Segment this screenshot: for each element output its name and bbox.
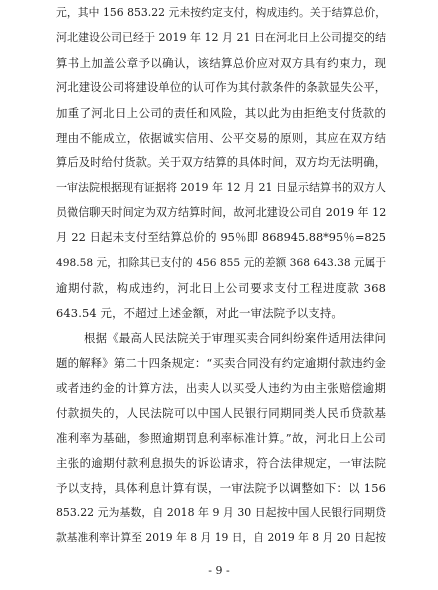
text-line: 理由不能成立，依据诚实信用、公平交易的原则，其应在双方结 [56,131,386,145]
text-line: 一审法院根据现有证据将 2019 年 12 月 21 日显示结算书的双方人 [56,181,386,194]
text-line: 准利率为基础，参照逾期罚息利率标准计算。”故，河北日上公司 [56,431,386,445]
text-line: 或者违约金的计算方法，出卖人以买受人违约为由主张赔偿逾期 [56,381,386,395]
text-line: 逾期付款，构成违约，河北日上公司要求支付工程进度款 368 [56,281,386,295]
text-line: 643.54 元，不超过上述金额，对此一审法院予以支持。 [56,306,343,320]
text-line: 予以支持，具体利息计算有误，一审法院予以调整如下：以 156 [56,481,386,495]
text-line: 主张的逾期付款利息损失的诉讼请求，符合法律规定，一审法院 [56,456,386,470]
text-line: 月 22 日起未支付至结算总价的 95％即 868945.88*95％=825 [56,231,386,244]
text-line: 算后及时给付货款。关于双方结算的具体时间，双方均无法明确， [56,156,386,169]
text-line: 根据《最高人民法院关于审理买卖合同纠纷案件适用法律问 [84,331,386,345]
text-line: 算书上加盖公章予以确认，该结算总价应对双方具有约束力，现 [56,56,386,70]
page-number: - 9 - [208,564,230,577]
text-line: 河北建设公司已经于 2019 年 12 月 21 日在河北日上公司提交的结 [56,31,386,44]
text-line: 付款损失的，人民法院可以中国人民银行同期同类人民币贷款基 [56,406,386,420]
text-line: 元，其中 156 853.22 元未按约定支付，构成违约。关于结算总价， [56,6,386,19]
text-line: 加重了河北日上公司的责任和风险，其以此为由拒绝支付货款的 [56,106,386,120]
text-line: 员微信聊天时间定为双方结算时间，故河北建设公司自 2019 年 12 [56,206,387,219]
text-line: 853.22 元为基数，自 2018 年 9 月 30 日起按中国人民银行同期贷 [56,506,386,519]
text-line: 河北建设公司将建设单位的认可作为其付款条件的条款显失公平， [56,81,386,94]
text-line: 题的解释》第二十四条规定：“买卖合同没有约定逾期付款违约金 [56,356,386,370]
text-line: 款基准利率计算至 2019 年 8 月 19 日，自 2019 年 8 月 20 日起按 [56,531,386,544]
text-line: 498.58 元，扣除其已支付的 456 855 元的差额 368 643.38 元属于 [56,257,386,269]
